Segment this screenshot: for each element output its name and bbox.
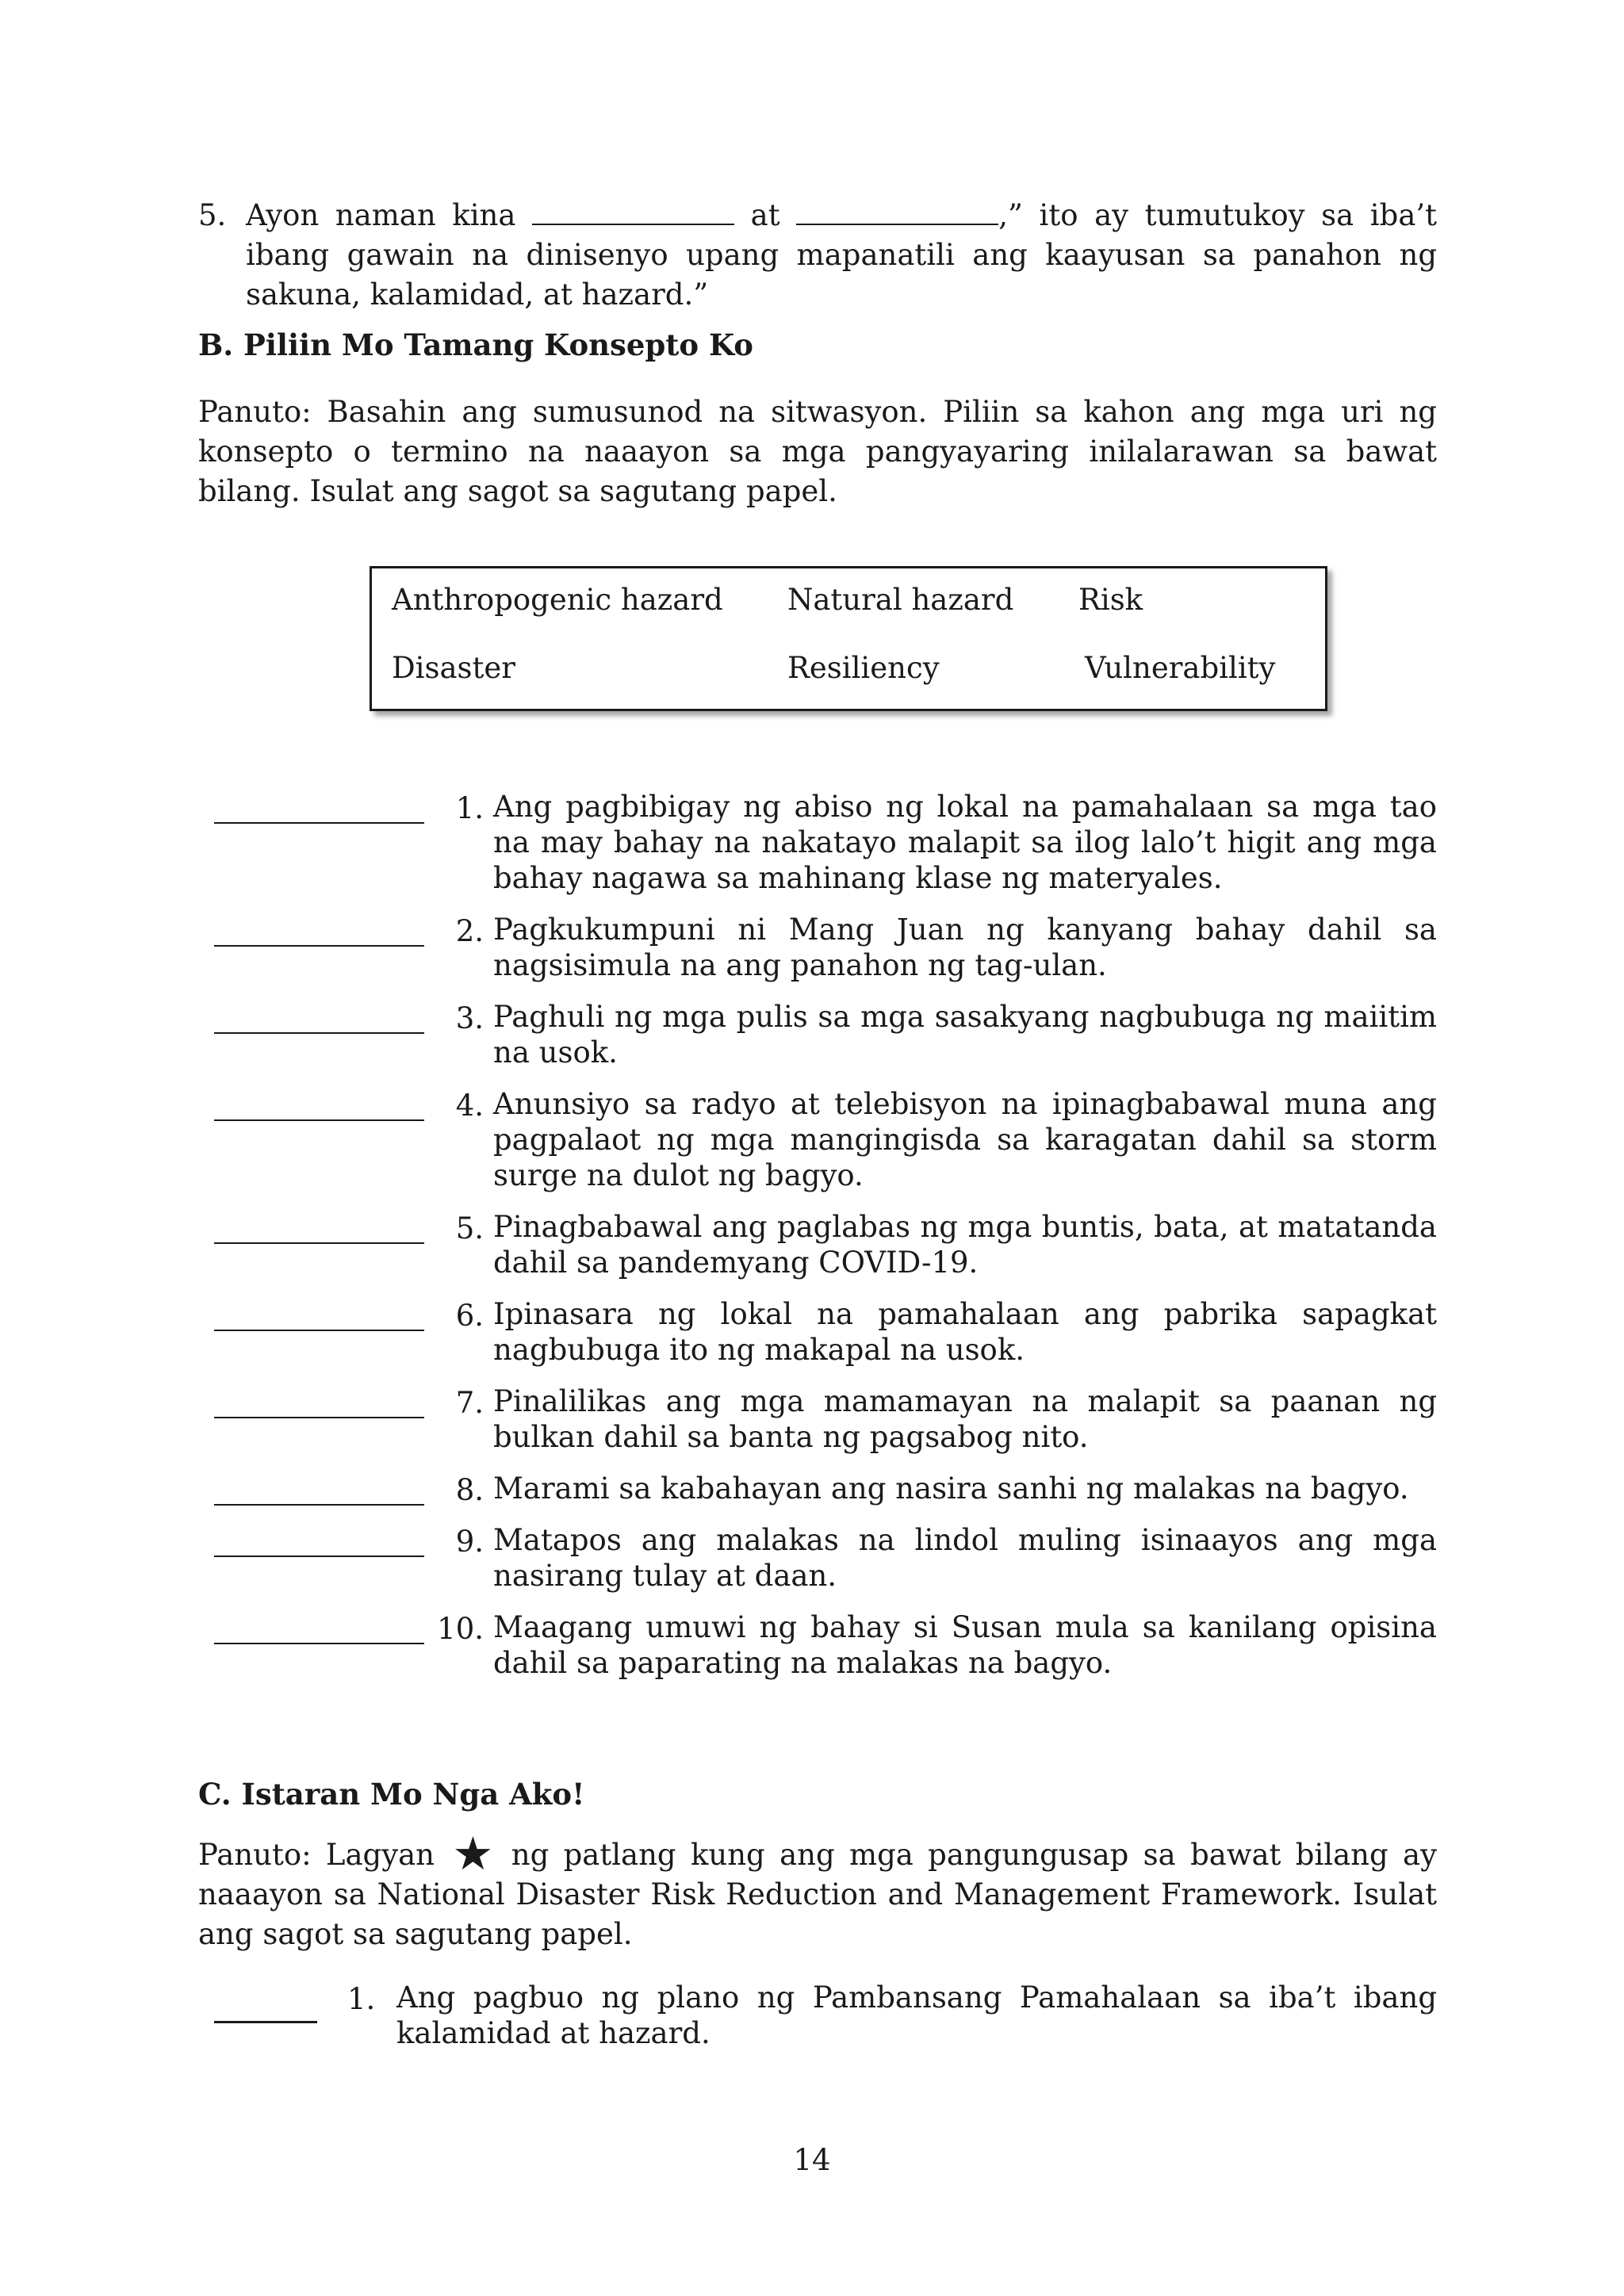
concept-box — [370, 566, 1327, 711]
concept-natural-hazard: Natural hazard — [787, 583, 1014, 617]
answer-line[interactable] — [214, 1643, 424, 1644]
item-text: Marami sa kabahayan ang nasira sanhi ng malakas na bagyo. — [493, 1471, 1409, 1506]
answer-line[interactable] — [214, 1330, 424, 1331]
item-number: 4. — [455, 1089, 484, 1123]
answer-line[interactable] — [214, 1119, 424, 1121]
item-5-text: Ayon naman kina at ,” ito ay tumutukoy sa iba’t ibang gawain na dinisenyo upang mapanatili ang kaayusan sa panahon ng sakuna, kalamidad, at hazard.” — [246, 198, 1438, 312]
answer-line[interactable] — [214, 1242, 424, 1244]
answer-line[interactable] — [214, 2021, 317, 2023]
item-text: Pagkukumpuni ni Mang Juan ng kanyang bahay dahil sa nagsisimula na ang panahon ng tag-ulan. — [493, 913, 1437, 982]
answer-line[interactable] — [214, 1032, 424, 1034]
item-text: Maagang umuwi ng bahay si Susan mula sa kanilang opisina dahil sa paparating na malakas na bagyo. — [493, 1610, 1437, 1680]
page-number: 14 — [793, 2143, 831, 2177]
item-text: Matapos ang malakas na lindol muling isinaayos ang mga nasirang tulay at daan. — [493, 1523, 1437, 1593]
item-text: Ang pagbuo ng plano ng Pambansang Pamahalaan sa iba’t ibang kalamidad at hazard. — [396, 1980, 1437, 2050]
answer-line[interactable] — [214, 1556, 424, 1557]
item-text: Pinalilikas ang mga mamamayan na malapit sa paanan ng bulkan dahil sa banta ng pagsabog nito. — [493, 1384, 1437, 1454]
item-number: 5. — [455, 1211, 484, 1246]
concept-anthropogenic-hazard: Anthropogenic hazard — [392, 583, 723, 617]
item-5 — [198, 196, 1437, 315]
star-icon: ★ — [452, 1827, 494, 1881]
answer-line[interactable] — [214, 1504, 424, 1506]
concept-vulnerability: Vulnerability — [1085, 651, 1276, 685]
answer-line[interactable] — [214, 945, 424, 947]
answer-blank-1[interactable] — [532, 197, 734, 225]
item-5-number: 5. — [198, 198, 227, 232]
item-text: Paghuli ng mga pulis sa mga sasakyang nagbubuga ng maiitim na usok. — [493, 1000, 1437, 1070]
concept-resiliency: Resiliency — [787, 651, 940, 685]
item-number: 9. — [455, 1525, 484, 1559]
concept-disaster: Disaster — [392, 651, 515, 685]
item-number: 2. — [455, 914, 484, 948]
section-c-instructions: Panuto: Lagyan ★ ng patlang kung ang mga pangungusap sa bawat bilang ay naaayon sa National Disaster Risk Reduction and Management Framework. Isulat ang sagot sa sagutang papel. — [198, 1827, 1438, 1951]
answer-line[interactable] — [214, 1417, 424, 1418]
answer-blank-2[interactable] — [796, 197, 998, 225]
item-number: 8. — [455, 1473, 484, 1507]
answer-line[interactable] — [214, 822, 424, 824]
item-number: 7. — [455, 1386, 484, 1420]
section-b-instructions: Panuto: Basahin ang sumusunod na sitwasyon. Piliin sa kahon ang mga uri ng konsepto o termino na naaayon sa mga pangyayaring inilalarawan sa bawat bilang. Isulat ang sagot sa sagutang papel. — [198, 395, 1437, 508]
concept-risk: Risk — [1078, 583, 1143, 617]
section-b-heading: B. Piliin Mo Tamang Konsepto Ko — [198, 327, 753, 362]
item-text: Pinagbabawal ang paglabas ng mga buntis, bata, at matatanda dahil sa pandemyang COVID-19. — [493, 1210, 1437, 1280]
item-number: 1. — [455, 791, 484, 825]
item-number: 3. — [455, 1001, 484, 1035]
item-number: 6. — [455, 1299, 484, 1333]
item-text: Ang pagbibigay ng abiso ng lokal na pamahalaan sa mga tao na may bahay na nakatayo malapit sa ilog lalo’t higit ang mga bahay nagawa sa mahinang klase ng materyales. — [493, 790, 1437, 895]
item-number: 10. — [437, 1612, 484, 1646]
item-number: 1. — [347, 1982, 376, 2016]
section-c-heading: C. Istaran Mo Nga Ako! — [198, 1777, 585, 1812]
item-text: Ipinasara ng lokal na pamahalaan ang pabrika sapagkat nagbubuga ito ng makapal na usok. — [493, 1297, 1437, 1367]
item-text: Anunsiyo sa radyo at telebisyon na ipinagbabawal muna ang pagpalaot ng mga mangingisda sa karagatan dahil sa storm surge na dulot ng bagyo. — [493, 1087, 1437, 1192]
